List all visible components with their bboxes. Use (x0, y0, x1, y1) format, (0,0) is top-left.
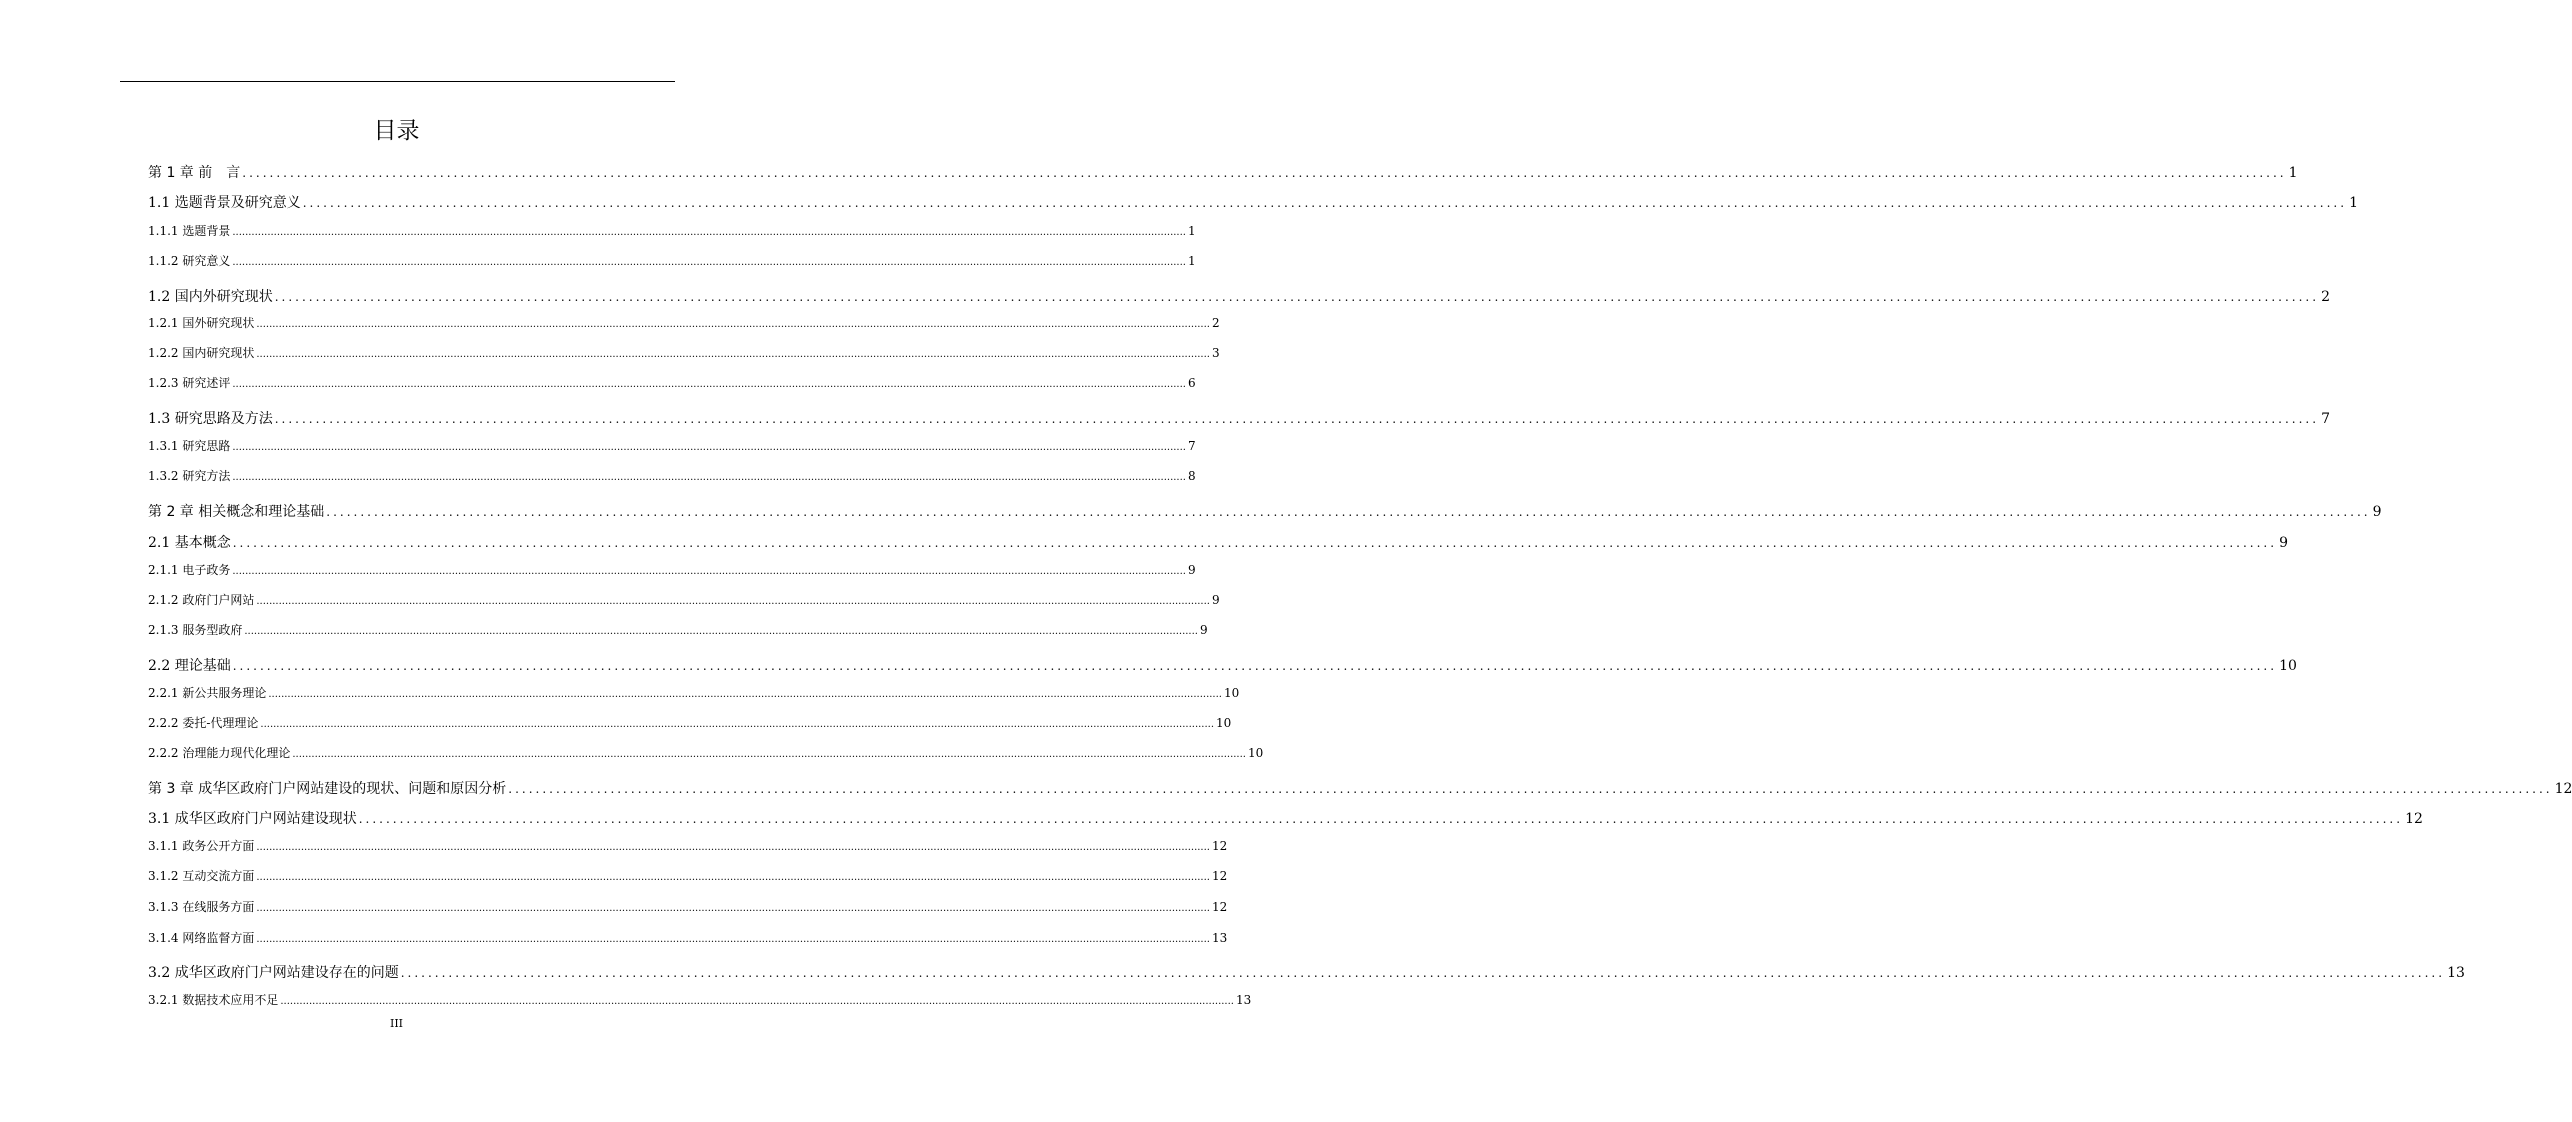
toc-entry[interactable] (148, 561, 1196, 578)
toc-leader-dots: ............................................................................................................................................................................................................................................................................................................ (256, 934, 1210, 945)
toc-entry[interactable] (148, 684, 1240, 701)
toc-entry-label: 1.3.2 研究方法 (148, 469, 231, 483)
toc-leader-dots: ............................................................................................................................................................................................................................................................................................................ (232, 379, 1186, 390)
toc-leader-dots: ............................................................................................................................................................................................................................................................................................................ (256, 872, 1210, 883)
toc-entry-page: 8 (1187, 469, 1196, 483)
toc-leader-dots: ............................................................................................................................................................................................................................................................................................................ (326, 505, 2371, 519)
toc-leader-dots: ............................................................................................................................................................................................................................................................................................................ (400, 966, 2446, 980)
toc-entry-label: 3.1 成华区政府门户网站建设现状 (148, 811, 357, 827)
toc-leader-dots: ............................................................................................................................................................................................................................................................................................................ (274, 412, 2320, 426)
toc-entry[interactable] (148, 222, 1196, 239)
toc-entry-label: 第 1 章 前 言 (148, 165, 241, 181)
toc-entry[interactable] (148, 898, 1228, 915)
toc-entry-label: 1.3.1 研究思路 (148, 439, 231, 453)
toc-entry[interactable] (148, 314, 1220, 331)
toc-entry-page: 12 (1211, 900, 1228, 914)
toc-entry[interactable] (148, 192, 2358, 212)
toc-leader-dots: ............................................................................................................................................................................................................................................................................................................ (256, 903, 1210, 914)
toc-entry-label: 1.1 选题背景及研究意义 (148, 195, 301, 211)
toc-entry[interactable] (148, 778, 2572, 798)
toc-entry-page: 12 (1211, 839, 1228, 853)
toc-entry-label: 2.1.2 政府门户网站 (148, 593, 255, 607)
toc-entry-label: 1.1.1 选题背景 (148, 224, 231, 238)
toc-entry[interactable] (148, 837, 1228, 854)
toc-entry-label: 1.1.2 研究意义 (148, 254, 231, 268)
toc-entry-label: 1.2.3 研究述评 (148, 376, 231, 390)
toc-entry-page: 7 (1187, 439, 1196, 453)
toc-leader-dots: ............................................................................................................................................................................................................................................................................................................ (244, 626, 1198, 637)
toc-entry-page: 9 (1187, 563, 1196, 577)
page-number: III (389, 1017, 404, 1030)
toc-entry-page: 2 (2321, 289, 2330, 305)
toc-entry-label: 3.2.1 数据技术应用不足 (148, 993, 279, 1007)
toc-entry[interactable] (148, 374, 1196, 391)
toc-entry[interactable] (148, 286, 2330, 306)
toc-entry[interactable] (148, 591, 1220, 608)
toc-leader-dots: ............................................................................................................................................................................................................................................................................................................ (256, 319, 1210, 330)
toc-entry[interactable] (148, 991, 1252, 1008)
toc-entry-label: 1.3 研究思路及方法 (148, 411, 273, 427)
toc-entry-label: 第 3 章 成华区政府门户网站建设的现状、问题和原因分析 (148, 781, 507, 797)
toc-entry-label: 1.2.1 国外研究现状 (148, 316, 255, 330)
toc-entry-label: 3.1.4 网络监督方面 (148, 931, 255, 945)
toc-entry-label: 2.1.3 服务型政府 (148, 623, 243, 637)
toc-leader-dots: ............................................................................................................................................................................................................................................................................................................ (256, 842, 1210, 853)
toc-leader-dots: ............................................................................................................................................................................................................................................................................................................ (280, 996, 1234, 1007)
toc-entry-label: 3.1.1 政务公开方面 (148, 839, 255, 853)
toc-entry[interactable] (148, 467, 1196, 484)
header-rule (120, 81, 675, 82)
toc-entry-page: 12 (2554, 781, 2572, 797)
toc-entry[interactable] (148, 408, 2330, 428)
toc-entry-page: 12 (2405, 811, 2423, 827)
toc-leader-dots: ............................................................................................................................................................................................................................................................................................................ (358, 812, 2404, 826)
toc-entry-label: 3.1.3 在线服务方面 (148, 900, 255, 914)
toc-leader-dots: ............................................................................................................................................................................................................................................................................................................ (242, 166, 2287, 180)
toc-leader-dots: ............................................................................................................................................................................................................................................................................................................ (260, 719, 1215, 730)
toc-entry-label: 2.2.2 委托-代理理论 (148, 716, 259, 730)
toc-entry-page: 13 (1235, 993, 1252, 1007)
toc-entry-page: 9 (1211, 593, 1220, 607)
toc-entry-page: 6 (1187, 376, 1196, 390)
toc-leader-dots: ............................................................................................................................................................................................................................................................................................................ (232, 442, 1186, 453)
toc-entry-page: 10 (1247, 746, 1264, 760)
toc-entry-label: 1.2.2 国内研究现状 (148, 346, 255, 360)
toc-leader-dots: ............................................................................................................................................................................................................................................................................................................ (232, 227, 1186, 238)
toc-entry-label: 2.1 基本概念 (148, 535, 231, 551)
toc-entry-page: 10 (1216, 716, 1232, 730)
toc-entry-label: 3.1.2 互动交流方面 (148, 869, 255, 883)
toc-entry-page: 2 (1211, 316, 1220, 330)
toc-entry[interactable] (148, 344, 1220, 361)
toc-leader-dots: ............................................................................................................................................................................................................................................................................................................ (232, 659, 2278, 673)
toc-entry[interactable] (148, 252, 1196, 269)
toc-entry-page: 3 (1211, 346, 1220, 360)
toc-entry[interactable] (148, 929, 1228, 946)
toc-entry-page: 13 (1211, 931, 1228, 945)
toc-entry-label: 3.2 成华区政府门户网站建设存在的问题 (148, 965, 399, 981)
toc-entry-page: 9 (2279, 535, 2288, 551)
toc-entry-label: 2.2.2 治理能力现代化理论 (148, 746, 291, 760)
toc-leader-dots: ............................................................................................................................................................................................................................................................................................................ (232, 472, 1186, 483)
toc-leader-dots: ............................................................................................................................................................................................................................................................................................................ (232, 257, 1186, 268)
toc-entry[interactable] (148, 501, 2382, 521)
toc-entry-page: 1 (2349, 195, 2358, 211)
toc-entry-page: 9 (2372, 504, 2382, 520)
toc-leader-dots: ............................................................................................................................................................................................................................................................................................................ (274, 290, 2320, 304)
toc-entry[interactable] (148, 867, 1228, 884)
toc-entry[interactable] (148, 621, 1208, 638)
toc-entry-label: 1.2 国内外研究现状 (148, 289, 273, 305)
toc-entry-page: 10 (1223, 686, 1240, 700)
toc-entry-label: 2.2 理论基础 (148, 658, 231, 674)
toc-leader-dots: ............................................................................................................................................................................................................................................................................................................ (256, 349, 1210, 360)
toc-entry-page: 13 (2447, 965, 2465, 981)
toc-leader-dots: ............................................................................................................................................................................................................................................................................................................ (256, 596, 1210, 607)
toc-entry[interactable] (148, 655, 2297, 675)
toc-entry-label: 2.1.1 电子政务 (148, 563, 231, 577)
toc-leader-dots: ............................................................................................................................................................................................................................................................................................................ (508, 782, 2553, 796)
toc-entry-page: 1 (2288, 165, 2298, 181)
toc-leader-dots: ............................................................................................................................................................................................................................................................................................................ (232, 566, 1186, 577)
toc-leader-dots: ............................................................................................................................................................................................................................................................................................................ (268, 689, 1222, 700)
toc-entry[interactable] (148, 714, 1232, 731)
toc-entry-page: 1 (1187, 224, 1196, 238)
toc-entry-label: 2.2.1 新公共服务理论 (148, 686, 267, 700)
toc-entry-label: 第 2 章 相关概念和理论基础 (148, 504, 325, 520)
toc-leader-dots: ............................................................................................................................................................................................................................................................................................................ (292, 749, 1246, 760)
toc-leader-dots: ............................................................................................................................................................................................................................................................................................................ (232, 536, 2278, 550)
toc-title: 目录 (373, 118, 420, 144)
toc-entry-page: 10 (2279, 658, 2297, 674)
toc-entry[interactable] (148, 962, 2465, 982)
toc-entry-page: 1 (1187, 254, 1196, 268)
toc-entry[interactable] (148, 808, 2423, 828)
toc-entry[interactable] (148, 437, 1196, 454)
toc-entry-page: 9 (1199, 623, 1208, 637)
toc-entry-page: 7 (2321, 411, 2330, 427)
toc-leader-dots: ............................................................................................................................................................................................................................................................................................................ (302, 196, 2348, 210)
toc-entry[interactable] (148, 744, 1264, 761)
toc-entry-page: 12 (1211, 869, 1228, 883)
toc-entry[interactable] (148, 162, 2298, 182)
toc-entry[interactable] (148, 532, 2288, 552)
